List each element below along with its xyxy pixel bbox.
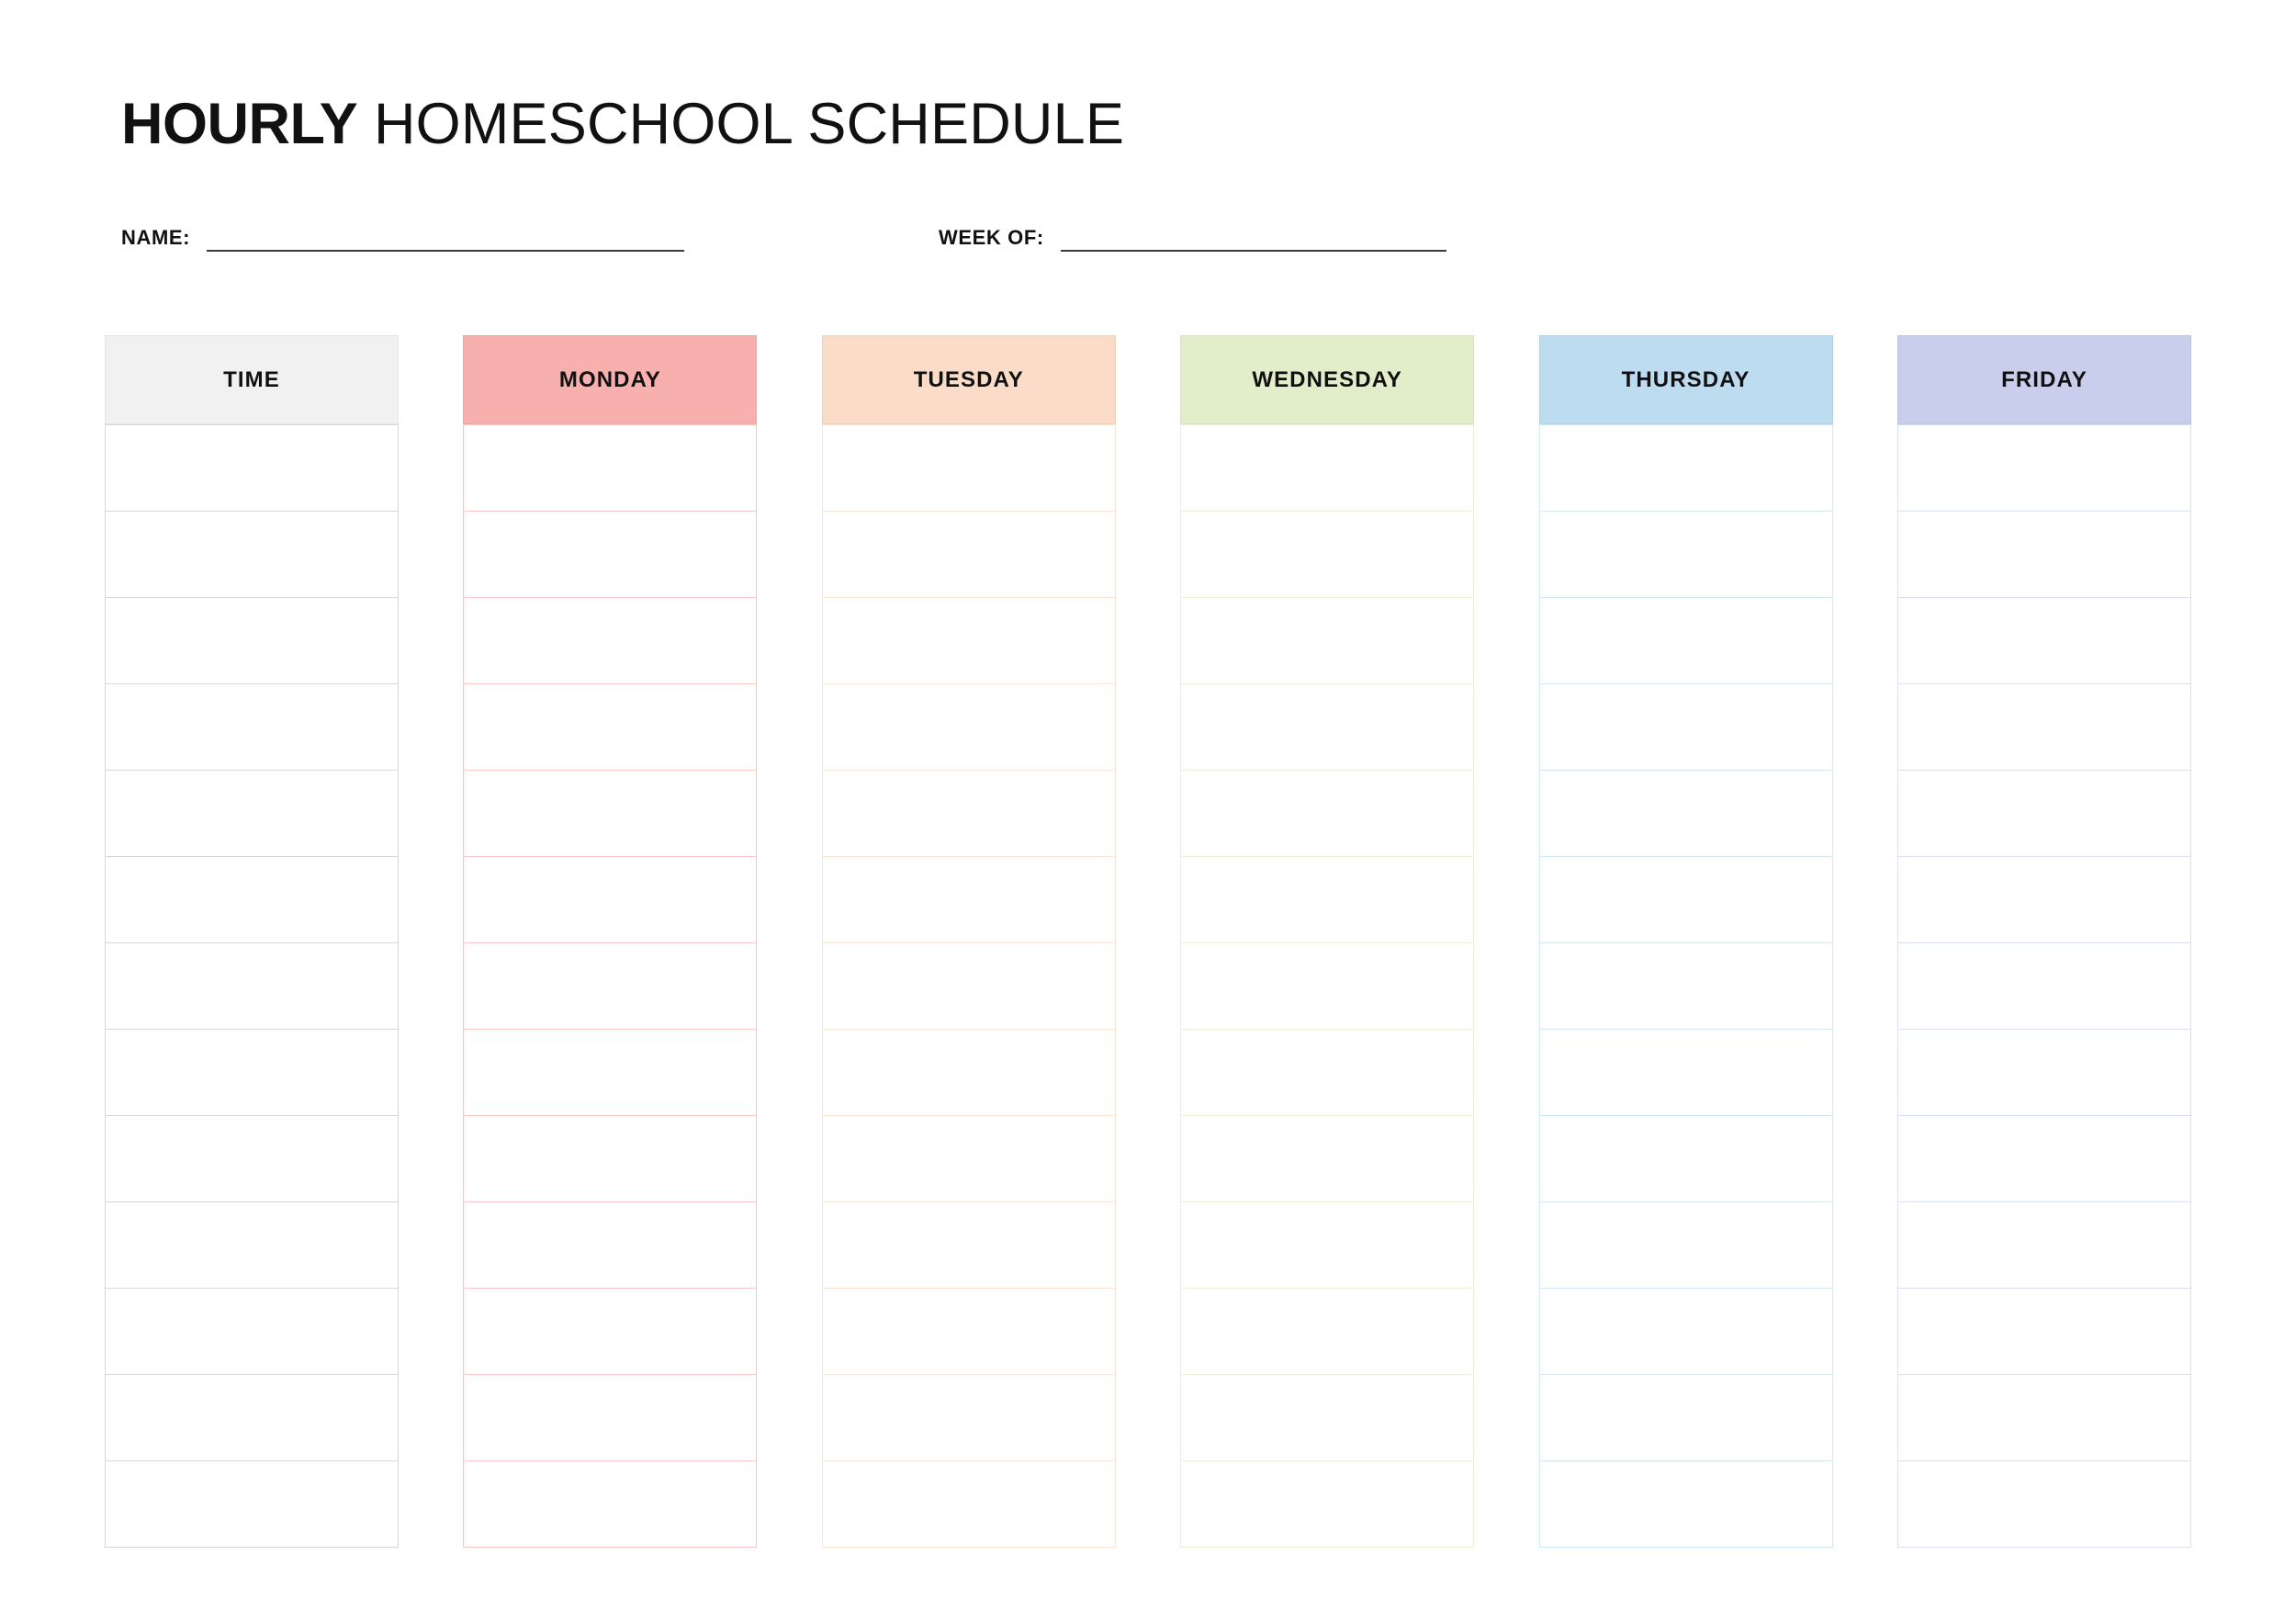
column-body-time [105,424,399,1548]
schedule-cell[interactable] [1897,771,2191,857]
schedule-grid [105,335,2191,1548]
schedule-cell[interactable] [463,512,757,598]
form-fields [121,209,1554,265]
column-header-tuesday: TUESDAY [822,335,1116,424]
schedule-cell[interactable] [1180,512,1474,598]
schedule-cell[interactable] [105,1461,399,1548]
schedule-cell[interactable] [1897,684,2191,771]
schedule-column-tuesday [822,335,1116,1548]
column-header-time: TIME [105,335,399,424]
schedule-cell[interactable] [1180,943,1474,1030]
schedule-cell[interactable] [822,943,1116,1030]
column-body-friday [1897,424,2191,1548]
name-input[interactable] [207,250,684,252]
week-of-label: WEEK OF: [939,226,1044,249]
schedule-cell[interactable] [105,1375,399,1461]
schedule-cell[interactable] [1180,857,1474,943]
schedule-cell[interactable] [105,684,399,771]
schedule-cell[interactable] [463,684,757,771]
schedule-cell[interactable] [1897,943,2191,1030]
page-title-strong: HOURLY [121,92,358,157]
page-title-light [357,92,1124,156]
schedule-column-thursday [1539,335,1833,1548]
schedule-cell[interactable] [1897,1116,2191,1202]
column-body-thursday [1539,424,1833,1548]
schedule-cell[interactable] [1180,598,1474,684]
schedule-cell[interactable] [822,857,1116,943]
schedule-cell[interactable] [463,1116,757,1202]
schedule-cell[interactable] [1180,1202,1474,1289]
schedule-cell[interactable] [105,512,399,598]
schedule-cell[interactable] [1180,771,1474,857]
schedule-column-monday [463,335,757,1548]
schedule-cell[interactable] [463,943,757,1030]
schedule-cell[interactable] [1539,1030,1833,1116]
schedule-cell[interactable] [105,424,399,512]
schedule-cell[interactable] [1180,1461,1474,1548]
schedule-cell[interactable] [1897,1202,2191,1289]
schedule-cell[interactable] [1539,857,1833,943]
schedule-cell[interactable] [1897,1375,2191,1461]
schedule-cell[interactable] [105,1030,399,1116]
schedule-cell[interactable] [822,512,1116,598]
schedule-cell[interactable] [1180,1289,1474,1375]
schedule-cell[interactable] [822,1202,1116,1289]
page-title [121,92,1125,157]
schedule-cell[interactable] [822,1375,1116,1461]
column-body-tuesday [822,424,1116,1548]
schedule-cell[interactable] [1539,1375,1833,1461]
schedule-cell[interactable] [105,1289,399,1375]
schedule-cell[interactable] [822,684,1116,771]
schedule-cell[interactable] [463,857,757,943]
schedule-cell[interactable] [1539,1116,1833,1202]
schedule-cell[interactable] [1897,857,2191,943]
schedule-cell[interactable] [1897,424,2191,512]
schedule-column-time [105,335,399,1548]
schedule-cell[interactable] [822,424,1116,512]
schedule-cell[interactable] [822,1116,1116,1202]
schedule-cell[interactable] [1539,684,1833,771]
schedule-cell[interactable] [1539,512,1833,598]
schedule-cell[interactable] [1897,598,2191,684]
schedule-column-wednesday [1180,335,1474,1548]
schedule-cell[interactable] [1539,424,1833,512]
week-field-group [939,209,1446,254]
schedule-cell[interactable] [1897,1030,2191,1116]
schedule-cell[interactable] [1897,1461,2191,1548]
schedule-cell[interactable] [463,424,757,512]
column-header-wednesday: WEDNESDAY [1180,335,1474,424]
schedule-cell[interactable] [105,943,399,1030]
name-label: NAME: [121,226,191,249]
schedule-cell[interactable] [1897,512,2191,598]
schedule-cell[interactable] [463,771,757,857]
schedule-cell[interactable] [105,598,399,684]
schedule-cell[interactable] [1180,1116,1474,1202]
schedule-cell[interactable] [822,598,1116,684]
column-header-monday: MONDAY [463,335,757,424]
schedule-cell[interactable] [105,857,399,943]
schedule-cell[interactable] [1180,1030,1474,1116]
schedule-cell[interactable] [1539,771,1833,857]
schedule-cell[interactable] [1180,684,1474,771]
schedule-cell[interactable] [1180,1375,1474,1461]
schedule-cell[interactable] [1539,1202,1833,1289]
schedule-cell[interactable] [822,1289,1116,1375]
schedule-cell[interactable] [463,1375,757,1461]
schedule-cell[interactable] [105,1202,399,1289]
schedule-cell[interactable] [1539,943,1833,1030]
schedule-cell[interactable] [463,1202,757,1289]
page-title-light-text: HOMESCHOOL SCHEDULE [373,92,1125,157]
schedule-cell[interactable] [463,1289,757,1375]
schedule-cell[interactable] [105,771,399,857]
column-header-friday: FRIDAY [1897,335,2191,424]
schedule-cell[interactable] [1897,1289,2191,1375]
schedule-cell[interactable] [822,771,1116,857]
schedule-cell[interactable] [105,1116,399,1202]
column-body-monday [463,424,757,1548]
schedule-cell[interactable] [463,1461,757,1548]
week-of-input[interactable] [1061,250,1446,252]
schedule-column-friday [1897,335,2191,1548]
column-body-wednesday [1180,424,1474,1548]
name-field-group [121,209,684,254]
schedule-cell[interactable] [1539,1289,1833,1375]
schedule-cell[interactable] [463,598,757,684]
schedule-cell[interactable] [1539,1461,1833,1548]
schedule-cell[interactable] [1180,424,1474,512]
schedule-cell[interactable] [822,1461,1116,1548]
column-header-thursday: THURSDAY [1539,335,1833,424]
schedule-cell[interactable] [1539,598,1833,684]
schedule-cell[interactable] [822,1030,1116,1116]
schedule-cell[interactable] [463,1030,757,1116]
